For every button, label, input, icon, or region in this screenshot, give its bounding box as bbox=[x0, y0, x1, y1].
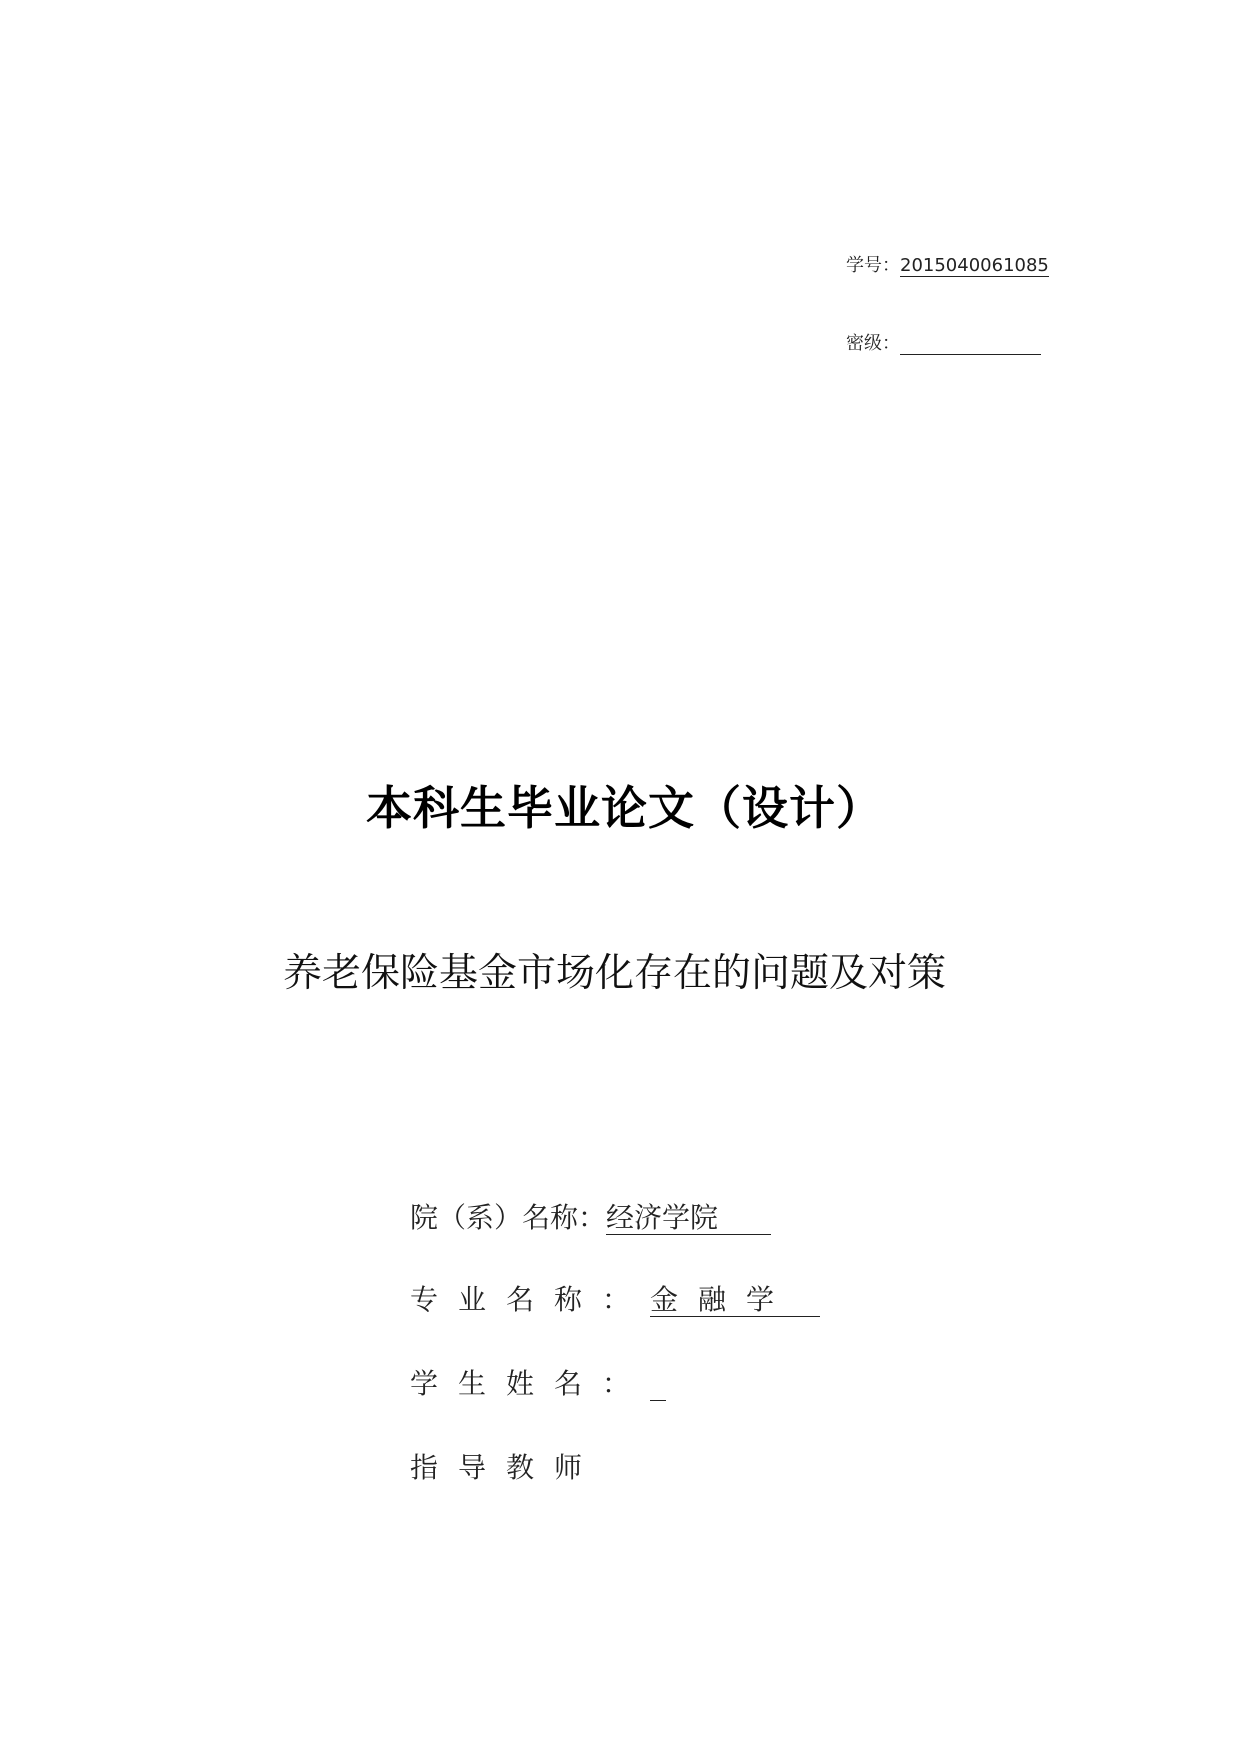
student-id-label: 学号： bbox=[846, 255, 900, 276]
major-value: 金融学 bbox=[650, 1280, 820, 1317]
student-name-label: 学生姓名： bbox=[410, 1367, 651, 1400]
college-value: 经济学院 bbox=[606, 1198, 771, 1235]
advisor-label: 指导教师 bbox=[410, 1451, 603, 1484]
advisor-row bbox=[410, 1448, 602, 1488]
student-id-value: 2015040061085 bbox=[900, 255, 1049, 276]
document-title: 本科生毕业论文（设计） bbox=[366, 781, 883, 835]
college-row bbox=[410, 1198, 771, 1238]
student-id-row bbox=[846, 254, 1049, 278]
college-label: 院（系）名称： bbox=[410, 1201, 607, 1234]
major-label: 专业名称： bbox=[410, 1283, 651, 1316]
major-row bbox=[410, 1280, 820, 1320]
secret-level-row bbox=[846, 332, 1041, 356]
student-name-value bbox=[650, 1364, 666, 1401]
secret-level-label: 密级： bbox=[846, 333, 900, 354]
thesis-topic: 养老保险基金市场化存在的问题及对策 bbox=[282, 951, 946, 996]
student-name-row bbox=[410, 1364, 666, 1404]
secret-level-value bbox=[900, 332, 1041, 355]
